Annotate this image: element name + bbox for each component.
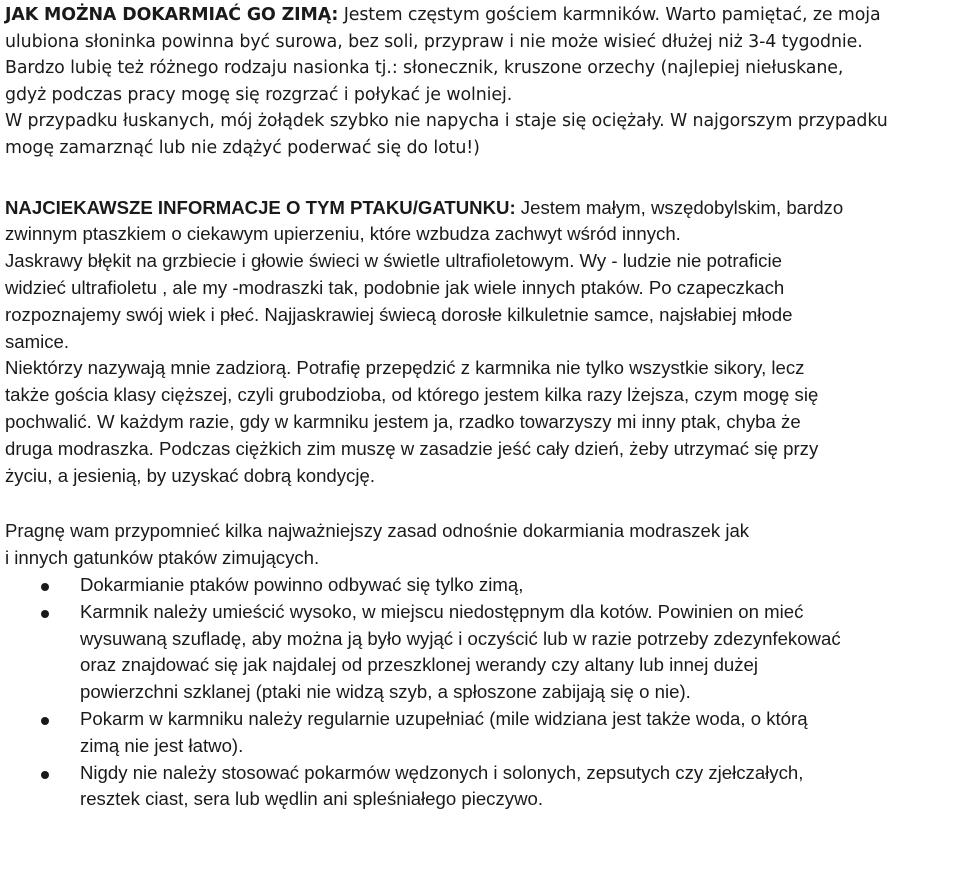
- interesting-facts-section: [5, 195, 955, 490]
- text-line: wysuwaną szufladę, aby można ją było wyjąć i oczyścić lub w razie potrzeby zdezynfekować: [80, 627, 841, 649]
- bullet-icon: [41, 717, 49, 725]
- text-line: JAK MOŻNA DOKARMIAĆ GO ZIMĄ: Jestem częstym gościem karmników. Warto pamiętać, ze moja: [5, 5, 881, 25]
- text-line: gdyż podczas pracy mogę się rozgrzać i połykać je wolniej.: [5, 84, 513, 105]
- feeding-rules-section: [5, 518, 955, 813]
- text-line: NAJCIEKAWSZE INFORMACJE O TYM PTAKU/GATUNKU: Jestem małym, wszędobylskim, bardzo: [5, 196, 844, 218]
- text-line: życiu, a jesienią, by uzyskać dobrą kondycję.: [5, 464, 375, 486]
- document-page: [5, 0, 955, 813]
- section-heading: NAJCIEKAWSZE INFORMACJE O TYM PTAKU/GATUNKU:: [5, 196, 516, 218]
- bullet-icon: [41, 583, 49, 591]
- text-line: zwinnym ptaszkiem o ciekawym upierzeniu, które wzbudza zachwyt wśród innych.: [5, 223, 681, 245]
- intro-line: i innych gatunków ptaków zimujących.: [5, 547, 320, 569]
- text-line: zimą nie jest łatwo).: [80, 734, 244, 756]
- rule-item: [5, 760, 955, 814]
- text-line: Nigdy nie należy stosować pokarmów wędzonych i solonych, zepsutych czy zjełczałych,: [80, 761, 804, 783]
- text-line: Niektórzy nazywają mnie zadziorą. Potrafię przepędzić z karmnika nie tylko wszystkie sikory, lecz: [5, 357, 805, 379]
- text-line: ulubiona słoninka powinna być surowa, bez soli, przypraw i nie może wisieć dłużej niż 3-4 tygodnie.: [5, 31, 863, 52]
- text-line: samice.: [5, 330, 70, 352]
- text-line: oraz znajdować się jak najdalej od przeszklonej werandy czy altany lub innej dużej: [80, 654, 759, 676]
- text-line: Karmnik należy umieścić wysoko, w miejscu niedostępnym dla kotów. Powinien on mieć: [80, 600, 804, 622]
- text-line: Jaskrawy błękit na grzbiecie i głowie świeci w świetle ultrafioletowym. Wy - ludzie nie potraficie: [5, 250, 782, 272]
- rule-item: [5, 572, 955, 599]
- text-line: powierzchni szklanej (ptaki nie widzą szyb, a spłoszone zabijają się o nie).: [80, 681, 691, 703]
- text-line: Pokarm w karmniku należy regularnie uzupełniać (mile widziana jest także woda, o którą: [80, 707, 808, 729]
- text-line: druga modraszka. Podczas ciężkich zim muszę w zasadzie jeść cały dzień, żeby utrzymać się przy: [5, 437, 819, 459]
- intro-line: Pragnę wam przypomnieć kilka najważniejszy zasad odnośnie dokarmiania modraszek jak: [5, 520, 750, 542]
- text-line: widzieć ultrafioletu , ale my -modraszki tak, podobnie jak wiele innych ptaków. Po czapeczkach: [5, 276, 785, 298]
- winter-feeding-section: [5, 2, 955, 162]
- text-line: mogę zamarznąć lub nie zdążyć poderwać się do lotu!): [5, 137, 480, 158]
- text-line: resztek ciast, sera lub wędlin ani spleśniałego pieczywo.: [80, 788, 544, 810]
- text-line: pochwalić. W każdym razie, gdy w karmniku jestem ja, rzadko towarzyszy mi inny ptak, chyba że: [5, 410, 801, 432]
- text-line: także gościa klasy cięższej, czyli grubodzioba, od którego jestem kilka razy lżejsza, czym mogę się: [5, 384, 819, 406]
- text-line: Dokarmianie ptaków powinno odbywać się tylko zimą,: [80, 573, 524, 595]
- bullet-icon: [41, 771, 49, 779]
- text-line: Bardzo lubię też różnego rodzaju nasionka tj.: słonecznik, kruszone orzechy (najlepiej niełuskane,: [5, 58, 844, 79]
- bullet-icon: [41, 610, 49, 618]
- rules-list: [5, 572, 955, 813]
- text-line: rozpoznajemy swój wiek i płeć. Najjaskrawiej świecą dorosłe kilkuletnie samce, najsłabiej młode: [5, 303, 793, 325]
- text-line: W przypadku łuskanych, mój żołądek szybko nie napycha i staje się ociężały. W najgorszym przypadku: [5, 111, 888, 132]
- section-heading: JAK MOŻNA DOKARMIAĆ GO ZIMĄ:: [5, 5, 339, 25]
- rule-item: [5, 599, 955, 706]
- rule-item: [5, 706, 955, 760]
